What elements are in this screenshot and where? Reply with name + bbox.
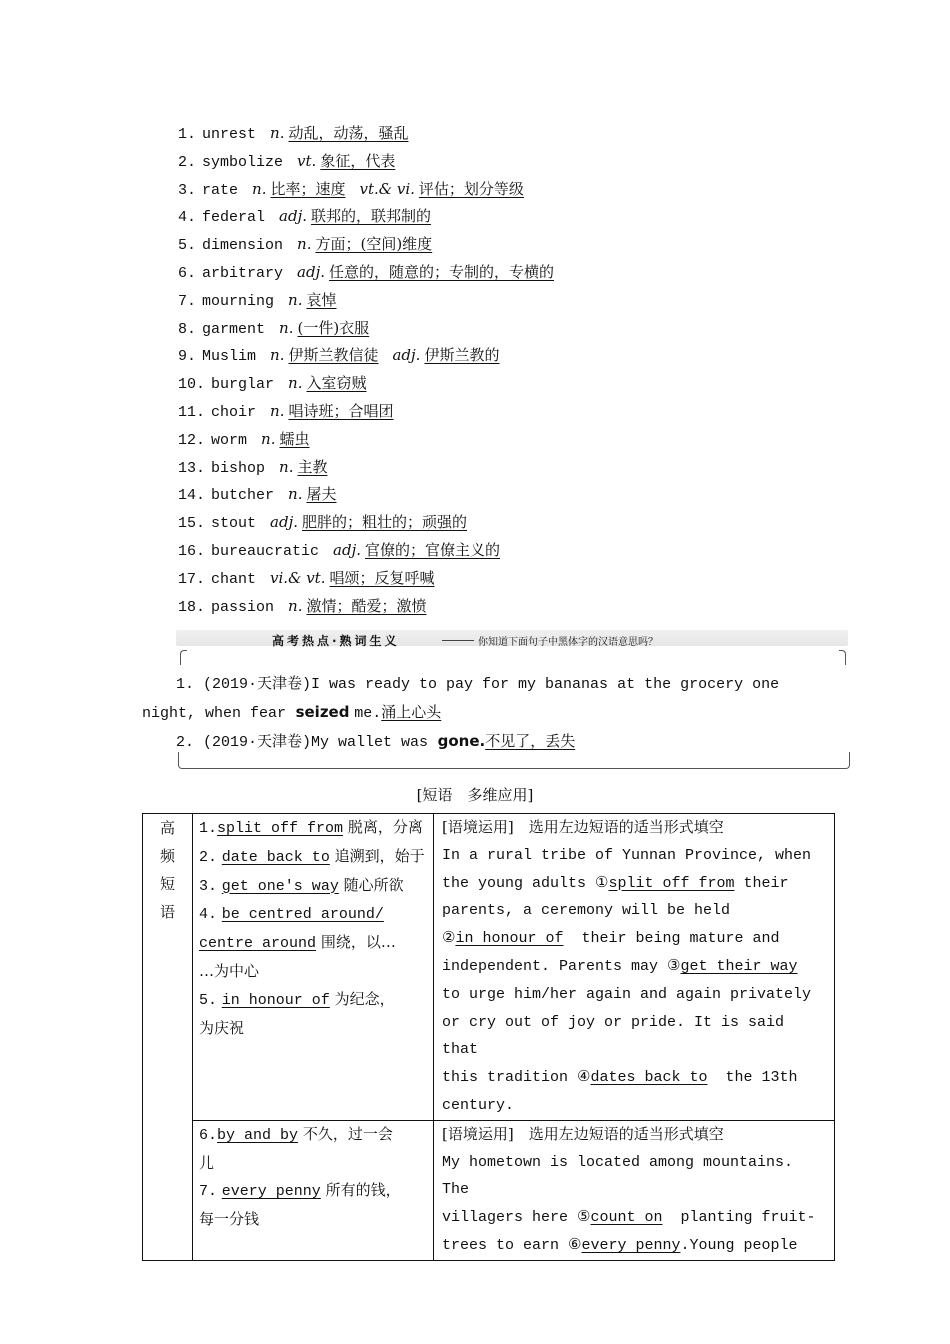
vocab-meaning-2: 评估；划分等级 [418,179,524,198]
vocab-item [178,203,818,231]
vocab-meaning: 蠕虫 [279,429,310,448]
bold-word-gone: gone. [437,731,486,750]
vocab-item [178,481,818,509]
vocab-meaning: 哀悼 [306,290,337,309]
bold-word-seized: seized [295,702,350,721]
vocab-headword: dimension [202,237,284,255]
blank-4: dates back to [590,1069,708,1087]
banner-right-bracket [839,650,846,665]
vocab-word: 5. [178,237,197,255]
blank-2: in honour of [455,930,564,948]
vocab-word: 2. [178,153,197,171]
blank-3: get their way [680,957,798,975]
vocab-headword: symbolize [202,153,284,171]
vocab-word: 9. [178,348,197,366]
vocab-item [178,259,818,287]
vocab-headword: garment [202,320,266,338]
vocab-item [178,231,818,259]
vocab-pos: n. [288,290,303,309]
vocab-item [178,120,818,148]
vocab-item [178,176,818,204]
example-sentences [142,670,842,756]
vocab-pos: adj. [279,207,307,226]
phrase-list-2: 6.by and by 不久，过一会 儿 7. every penny 所有的钱， 每一分钱 [193,1120,434,1260]
vocab-pos: n. [279,457,294,476]
phrase-list-1: 1.split off from 脱离，分离 2. date back to 追溯到，始于 3. get one's way 随心所欲 4. be centred around/ centre around 围绕，以… …为中心 5. in honour of 为纪念， 为庆祝 [193,814,434,1121]
vocab-meaning: 象征，代表 [320,151,396,170]
vocab-pos: n. [288,485,303,504]
vocab-word: 7. [178,292,197,310]
vocab-pos: n. [270,346,285,365]
answer-2: 不见了，丢失 [485,731,576,750]
vocab-item [178,315,818,343]
vocab-item [178,454,818,482]
vocab-word: 11. [178,403,206,421]
vocab-item [178,565,818,593]
vocab-headword: stout [211,515,257,533]
vocab-meaning: 主教 [297,457,328,476]
vocab-meaning: 入室窃贼 [306,374,367,393]
banner-title: 高考热点·熟词生义 [272,634,400,648]
answer-1: 涌上心头 [381,702,442,721]
vocab-item [178,509,818,537]
vocab-meaning: 联邦的，联邦制的 [311,207,432,226]
vocab-pos-2: adj. [392,346,421,365]
banner-hint: 你知道下面句子中黑体字的汉语意思吗？ [478,637,658,648]
vocab-word: 3. [178,181,197,199]
hot-topic-banner [176,626,848,664]
vocab-meaning: (一件)衣服 [297,318,370,337]
blank-1: split off from [608,874,735,892]
vocab-headword: choir [211,403,257,421]
vocab-headword: bureaucratic [211,542,320,560]
example-1-line-2: night, when fear seized me.涌上心头 [142,702,442,722]
banner-rule [442,640,474,641]
vocab-pos: n. [252,179,267,198]
vocab-word: 16. [178,542,206,560]
vocab-meaning: 激情；酷爱；激愤 [306,596,427,615]
vocab-meaning: 肥胖的；粗壮的；顽强的 [302,513,468,532]
vocab-word: 4. [178,209,197,227]
blank-5: count on [590,1209,663,1227]
example-1-line-1: 1. (2019·天津卷)I was ready to pay for my bananas at the grocery one [176,676,780,693]
vocab-headword: Muslim [202,348,257,366]
vocab-pos: n. [288,596,303,615]
vocab-word: 18. [178,598,206,616]
vocab-meaning-2: 伊斯兰教的 [424,346,500,365]
vocab-item [178,398,818,426]
vocab-pos: n. [279,318,294,337]
vocab-item [178,537,818,565]
vocab-pos: vt. [297,151,317,170]
example-box-bottom [178,752,850,769]
vocab-pos: vi.& vt. [270,568,326,587]
vocab-item [178,370,818,398]
vocab-headword: arbitrary [202,264,284,282]
vocab-word: 10. [178,376,206,394]
vocab-word: 12. [178,431,206,449]
vocab-item [178,287,818,315]
vocab-headword: bishop [211,459,266,477]
vocab-meaning: 方面；(空间)维度 [315,235,433,254]
vocab-headword: worm [211,431,248,449]
vocab-headword: unrest [202,126,257,143]
vocab-word: 6. [178,264,197,282]
vocab-headword: chant [211,570,257,588]
vocab-pos: n. [288,374,303,393]
banner-left-bracket [180,650,187,665]
vocab-meaning: 伊斯兰教信徒 [288,346,379,365]
vocab-pos: adj. [270,513,298,532]
vocab-headword: mourning [202,292,275,310]
vocab-pos: n. [261,429,276,448]
vocab-pos: n. [270,401,285,420]
vocab-item [178,148,818,176]
vocab-word: 15. [178,515,206,533]
vocab-meaning: 动乱，动荡，骚乱 [288,124,409,142]
vocab-meaning: 官僚的；官僚主义的 [365,540,501,559]
context-exercise-2: [语境运用] 选用左边短语的适当形式填空 My hometown is located among mountains. The villagers here ⑤count on planting fruit- trees to earn ⑥every penny.Young people [434,1120,835,1260]
vocab-meaning: 任意的，随意的；专制的，专横的 [329,262,555,281]
vocab-headword: burglar [211,376,275,394]
vocab-headword: butcher [211,487,275,505]
vocabulary-list [178,120,818,620]
vocab-headword: passion [211,598,275,616]
context-exercise-1: [语境运用] 选用左边短语的适当形式填空 In a rural tribe of Yunnan Province, when the young adults ①split off from their parents, a ceremony will be held ②in honour of their being mature and independent. Parents may ③get their way to urge him/her again and again privately or cry out of joy or pride. It is said that this tradition ④dates back to the 13th century. [434,814,835,1121]
vocab-word: 8. [178,320,197,338]
category-cell: 高 频 短 语 [143,814,193,1261]
vocab-pos: adj. [333,540,362,559]
vocab-pos-2: vt.& vi. [359,179,415,198]
vocab-pos: n. [297,235,312,254]
vocab-meaning: 唱颂；反复呼喊 [329,568,435,587]
example-2: 2. (2019·天津卷)My wallet was gone.不见了，丢失 [176,731,576,751]
vocab-word: 13. [178,459,206,477]
vocab-meaning: 屠夫 [306,485,337,504]
vocab-headword: federal [202,209,266,227]
phrase-table [142,813,835,1261]
vocab-word: 1. [178,126,197,143]
phrase-section-heading: [短语 多维应用] [416,786,534,804]
vocab-word: 14. [178,487,206,505]
vocab-headword: rate [202,181,239,199]
vocab-word: 17. [178,570,206,588]
vocab-pos: n. [270,124,285,142]
vocab-meaning: 比率；速度 [270,179,346,198]
vocab-item [178,593,818,621]
vocab-pos: adj. [297,262,325,281]
vocab-meaning: 唱诗班；合唱团 [288,401,394,420]
vocab-item [178,426,818,454]
vocab-item [178,342,818,370]
blank-6: every penny [581,1236,681,1254]
